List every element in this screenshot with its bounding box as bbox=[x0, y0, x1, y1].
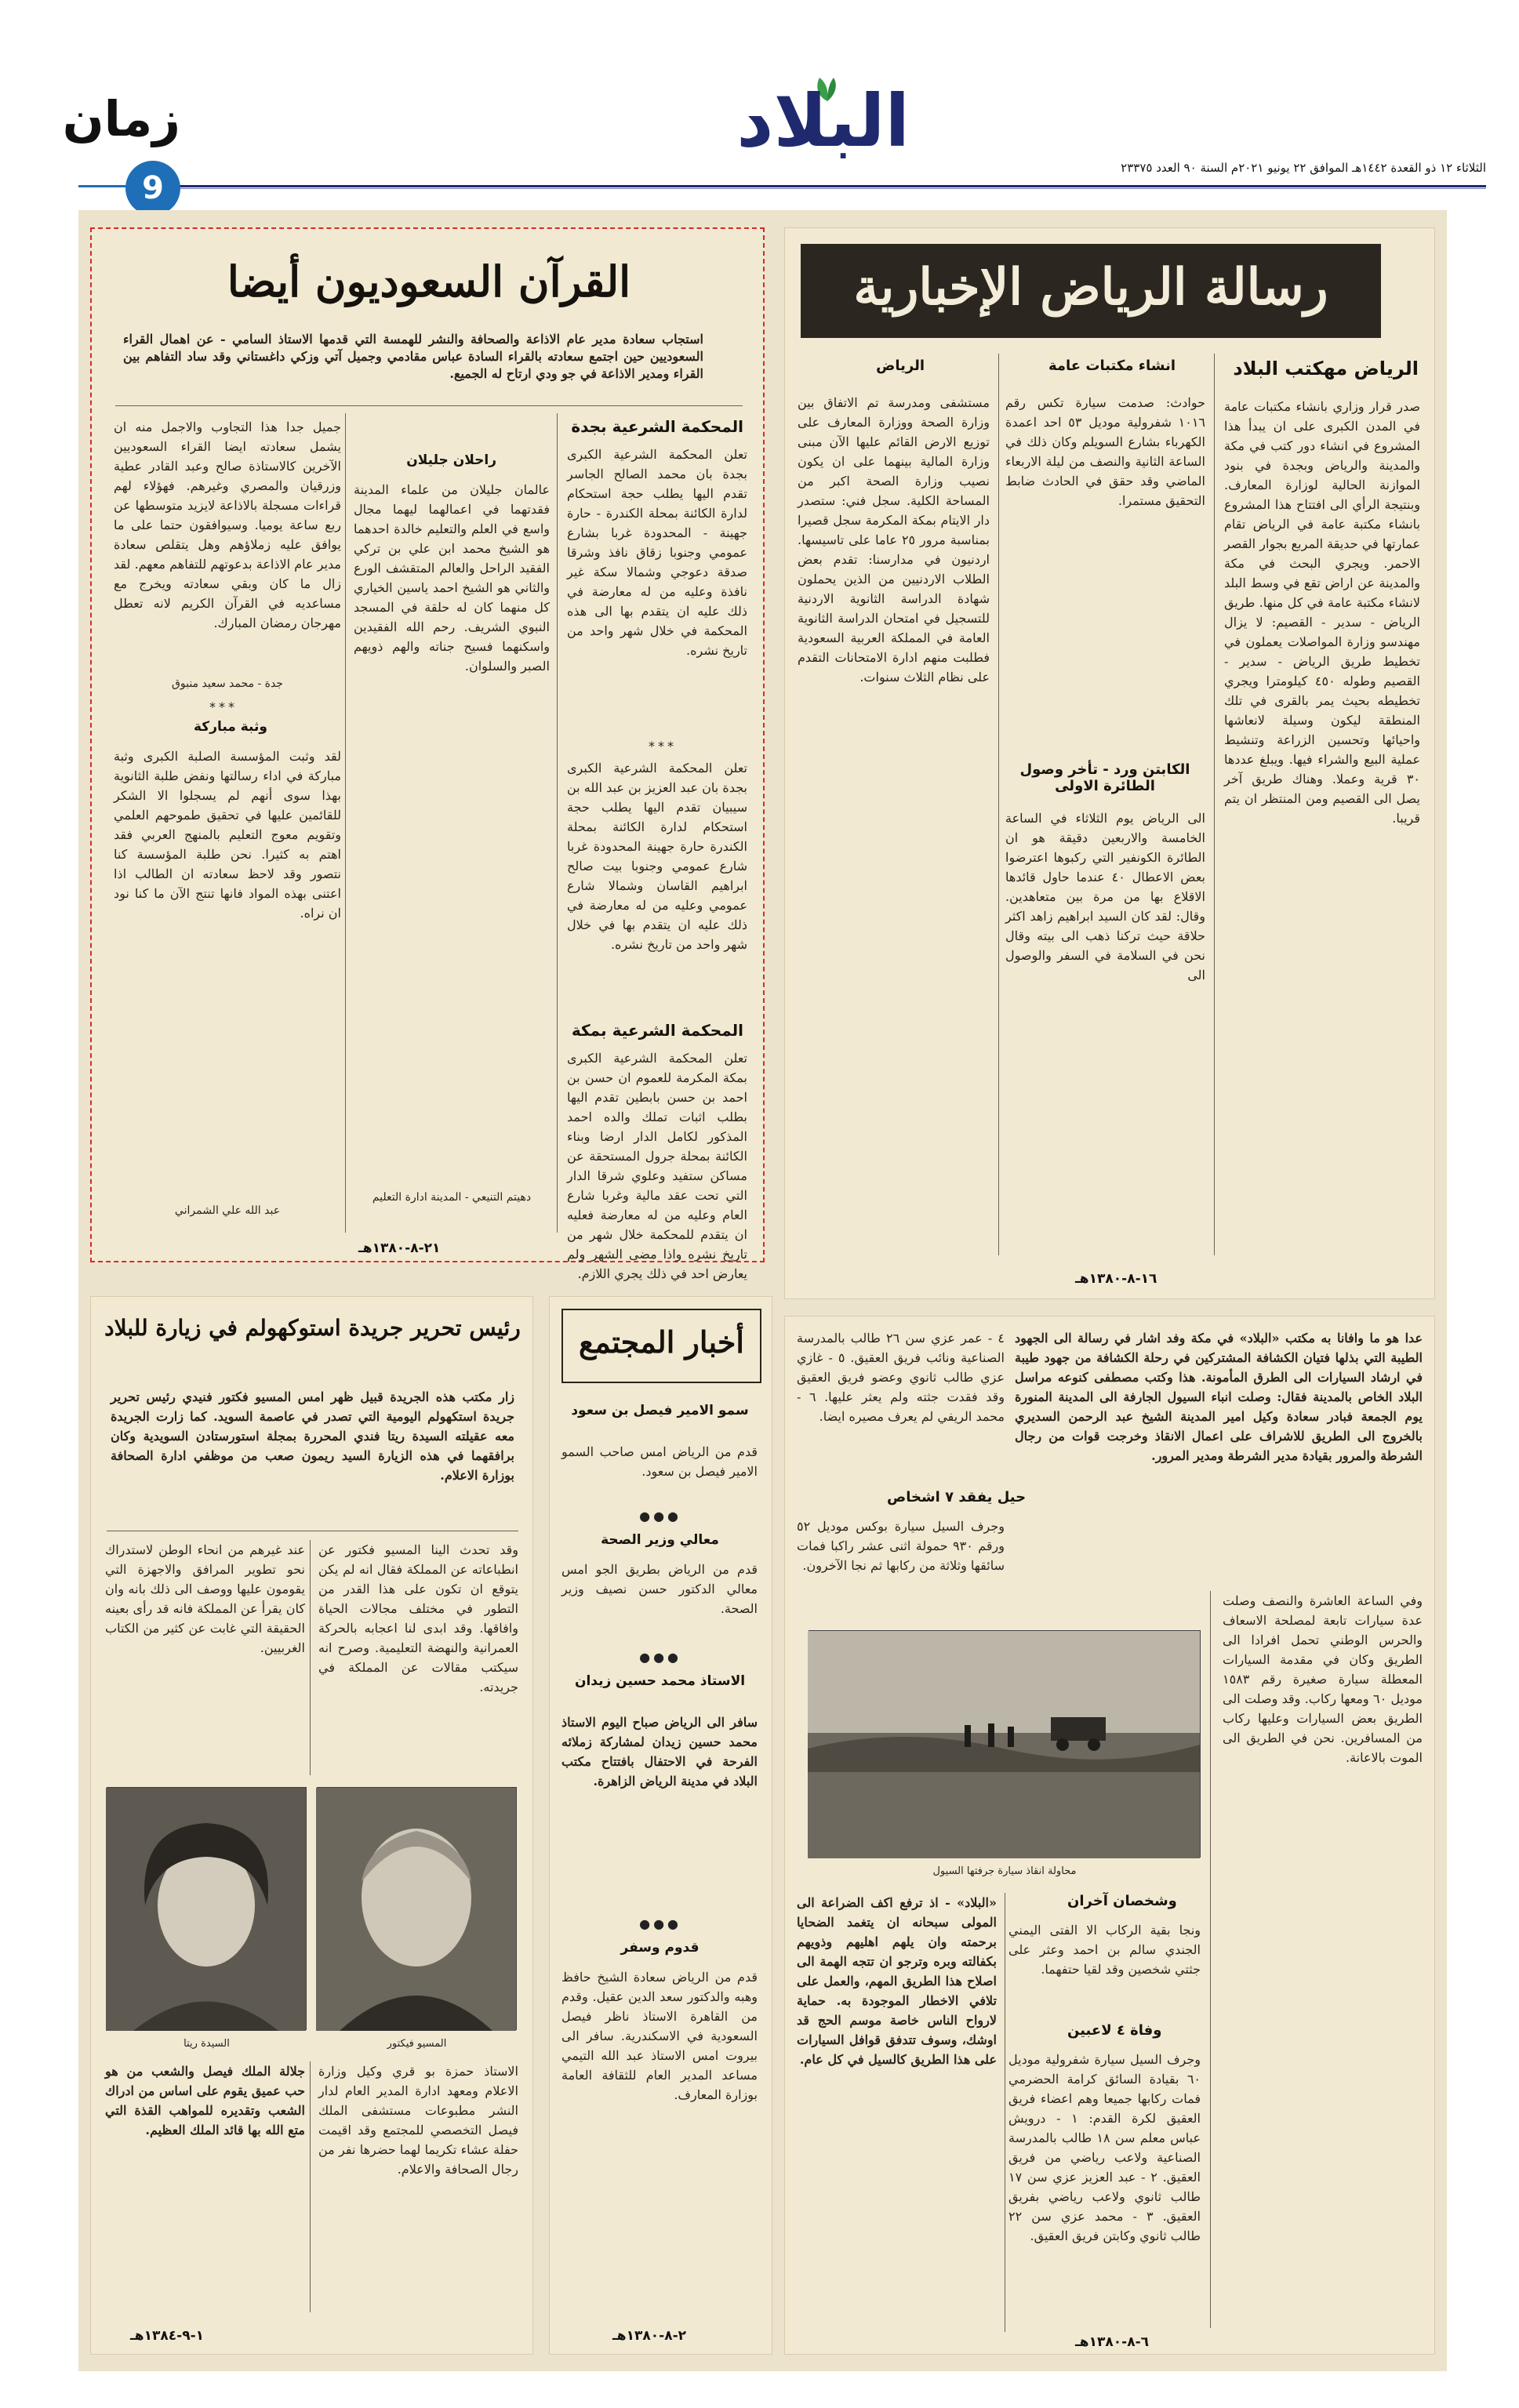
stockholm-bottom-right: الاستاذ حمزة بو قري وكيل وزارة الاعلام ومعهد ادارة المدير العام لدار النشر مطبوعات مستشفى الملك فيصل التخصصي للمجتمع وقد اقيمت حفلة عشاء تكريما لهما حضرها نفر من رجال الصحافة والاعلام. bbox=[318, 2064, 518, 2177]
riyadh-column-2b: الى الرياض يوم الثلاثاء في الساعة الخامسة والاربعين دقيقة هو ان الطائرة الكونفير التي ركبوها اعترضوا بعض الاعطال ٤٠ عندما حاول قائدها الاقلاع بها من مرة بين متعاهدين. وقال: لقد كان السيد ابراهيم زاهد اكثر حلاقة حيث تركنا ذهب الى بيته وقال نحن في السلامة في السفر والوصول الى bbox=[1005, 811, 1206, 982]
society-item-1: قدم من الرياض امس صاحب السمو الامير فيصل بن سعود. bbox=[561, 1444, 758, 1479]
blessed-leap-article: لقد وثبت المؤسسة الصلبة الكبرى وثبة مباركة في اداء رسالتها ونفض طلبة الثانوية بهذا سوى أنهم لم يسجلوا الا الشكر للقائمين عليها في تحقيق طموحهم العلمي وتقويم معوج التعليم بالمنهج العربي فقد اهتم به كثيرا. نحن طلبة المؤسسة كنا نتصور وقد لاحظ سعادته ان الطالب اذا اعتنى بهذه المواد فانها تنتج الآن ما كنا نود ان نراه. bbox=[114, 749, 341, 921]
riyadh-banner-title: رسالة الرياض الإخبارية bbox=[853, 258, 1328, 317]
stockholm-lead: زار مكتب هذه الجريدة قبيل ظهر امس المسيو فكتور فنيدي رئيس تحرير جريدة استكهولم اليومية التي تصدر في عاصمة السويد. كما زارت الجريدة معه عقيلته السيدة ريتا فندي المحررة بمجلة استورستادن السويدية وكان برافقهما في هذه الزيارة السيد ريمون صعب من موظفي ادارة الصحافة بوزارة الاعلام. bbox=[111, 1389, 514, 1483]
separator-stars: ●●● bbox=[639, 1916, 681, 1931]
riyadh-col3-heading: الرياض bbox=[876, 358, 925, 374]
riyadh-banner bbox=[801, 244, 1381, 338]
blessed-leap-signature: عبد الله علي الشمراني bbox=[174, 1204, 281, 1217]
society-item-4-heading: قدوم وسفر bbox=[620, 1940, 700, 1956]
floods-right-column: وفي الساعة العاشرة والنصف وصلت عدة سيارات تابعة لمصلحة الاسعاف والحرس الوطني تحمل افرادا الى الطريق وكان في مقدمة السيارات المعطلة سيارة صغيرة رقم ١٥٨٣ موديل ٦٠ ومعها ركاب. وقد وصلت الى الطريق بعض السيارات وعليها ركاب من المسافرين. نحن في الطريق الى الموت بالاعانة. bbox=[1223, 1593, 1423, 1765]
victims-list-top: ٤ - عمر عزي سن ٢٦ طالب بالمدرسة الصناعية ونائب فريق العقيق. ٥ - غازي عزي طالب ثانوي وعضو فريق العقيق وقد فقدت جثته ولم يعثر عليها. ٦ - محمد الريفي لم يعرف مصيره ايضا. bbox=[797, 1331, 1005, 1424]
society-item-3: سافر الى الرياض صباح اليوم الاستاذ محمد حسين زيدان لمشاركة زملائه الفرحة في الاحتفال بافتتاح مكتب البلاد في مدينة الرياض الزاهرة. bbox=[561, 1715, 758, 1789]
separator-stars: ●●● bbox=[639, 1509, 681, 1524]
stockholm-column-right: وقد تحدث الينا المسيو فكتور عن انطباعاته عن المملكة فقال انه لم يكن يتوقع ان تكون على هذا القدر من التطور في مختلف مجالات الحياة وافاقها. وقد ابدى لنا اعجابه بالحركة العمرانية والنهضة التعليمية. وصرح انه سيكتب مقالات عن المملكة في جريدته. bbox=[318, 1542, 518, 1694]
society-item-1-heading: سمو الامير فيصل بن سعود bbox=[571, 1403, 749, 1418]
rita-photo-caption: السيدة ريتا bbox=[184, 2038, 230, 2050]
society-date: ٢-٨-١٣٨٠هـ bbox=[612, 2328, 687, 2344]
riyadh-office-label: الرياض مهكتب البلاد bbox=[1233, 358, 1419, 380]
society-item-4: قدم من الرياض سعادة الشيخ حافظ وهبه والدكتور سعد الدين عقيل. وقدم من القاهرة الاستاذ ناظر فيصل السعودية في الاسكندرية. سافر الى بيروت امس الاستاذ عبد الله التيمي مساعد المدير العام للثقافة العامة بوزارة المعارف. bbox=[561, 1970, 758, 2102]
newspaper-scan bbox=[78, 210, 1447, 2371]
society-item-3-heading: الاستاذ محمد حسين زيدان bbox=[574, 1673, 746, 1689]
two-others-heading: وشخصان آخران bbox=[1067, 1893, 1177, 1909]
two-scholars-article: عالمان جليلان من علماء المدينة فقدتهما في اعمالهما ليهما مجال واسع في العلم والتعليم خالدة احدهما هو الشيخ محمد ابن علي بن تركي الفقيد الراحل والعالم المتقشف الورع والثاني هو الشيخ احمد ياسين الخياري كل منهما كان له حلقة في المسجد النبوي الشريف. رحم الله الفقيدين واسكنهما فسيح جناته والهم ذويهم الصبر والسلوان. bbox=[354, 482, 550, 674]
riyadh-column-1: صدر قرار وزاري بانشاء مكتبات عامة في المدن الكبرى على ان يبدأ هذا المشروع في انشاء دور كتب في مكة والمدينة والرياض وبجدة في بنود الموازنة الحالية لوزارة المعارف. وبنتيجة الرأي الى افتتاح هذا المشروع بانشاء مكتبة عامة في الرياض تقام عمارتها في حديقة المربع بجوار القصر الاحمر. ويجري البحث في مكة والمدينة عن اراض تقع في وسط البلد لانشاء مكتبة عامة في كل منها. طريق الرياض - سدير - القصيم: لا يزال مهندسو وزارة المواصلات يعملون في تخطيط طريق الرياض - سدير - القصيم وطوله ٤٥٠ كيلومترا ويجري تخطيطه بحيث يمر بالقرى في تلك المنطقة ليكون وسيلة لانعاشها واحيائها وتحسين الزراعة وتنشيط عملية البيع والشراء فيها. ويبلغ عددها ٣٠ قرية وعملا. وهناك طريق آخر يصل الى القصيم ومن المنتظر ان يتم قريبا. bbox=[1224, 399, 1420, 826]
stockholm-column-left: عند غيرهم من انحاء الوطن لاستدراك نحو تطوير المرافق والاجهزة التي يقومون عليها ووصف الى ذلك بانه وان كان يقرأ عن المملكة فانه قد رأى بعينه الحقيقة التي غابت عن كثير من الكتاب الغربيين. bbox=[105, 1542, 305, 1655]
column-divider bbox=[345, 413, 346, 1233]
newspaper-logo bbox=[737, 74, 910, 169]
quran-readers-clipping bbox=[90, 227, 765, 1281]
floods-date: ٦-٨-١٣٨٠هـ bbox=[1075, 2334, 1150, 2350]
quran-headline: القرآن السعوديون أيضا bbox=[227, 256, 631, 307]
column-divider bbox=[310, 2061, 311, 2312]
victor-photo bbox=[317, 1787, 517, 2030]
dateline-box bbox=[1069, 161, 1486, 184]
two-scholars-signature: دهيتم التنيعي - المدينة ادارة التعليم bbox=[372, 1191, 532, 1204]
quran-date: ٢١-٨-١٣٨٠هـ bbox=[358, 1240, 441, 1256]
masthead-rule-thin bbox=[149, 188, 1486, 189]
newspaper-appeal: «البلاد» - اذ ترفع اكف الضراعة الى المولى سبحانه ان يتغمد الضحايا برحمته وان يلهم اهليهم وذويهم بكفالته وبره وترجو ان تتجه الهمة الى اصلاح هذا الطريق المهم، والعمل على تلافي الاخطار الموجودة به. حماية لارواح الناس خاصة موسم الحج قد اوشك، وسوف تتدفق قوافل السيارات على هذا الطريق كالسيل في كل عام. bbox=[797, 1895, 997, 2067]
column-divider bbox=[1210, 1591, 1211, 2328]
seven-missing-heading: حيل يفقد ٧ اشخاص bbox=[887, 1489, 1027, 1505]
seven-missing-body: وجرف السيل سيارة بوكس موديل ٥٢ ورقم ٩٣٠ حمولة اثنى عشر راكبا فمات سائقها وثلاثة من ركابها ثم نجا الآخرون. bbox=[797, 1519, 1005, 1573]
quran-readers-signature: جدة - محمد سعيد منبوق bbox=[172, 677, 283, 690]
two-others-body: ونجا بقية الركاب الا الفتى اليمني الجندي سالم بن احمد وعثر على جثتي شخصين وقد لقيا حتفهما. bbox=[1008, 1923, 1201, 1977]
separator-stars: ●●● bbox=[639, 1650, 681, 1665]
column-divider bbox=[310, 1540, 311, 1775]
dateline: الثلاثاء ١٢ ذو القعدة ١٤٤٢هـ الموافق ٢٢ يونيو ٢٠٢١م السنة ٩٠ العدد ٢٣٣٧٥ bbox=[1121, 161, 1486, 175]
masthead-rule bbox=[149, 185, 1486, 187]
rita-photo bbox=[107, 1787, 307, 2030]
four-players-heading: وفاة ٤ لاعبين bbox=[1067, 2022, 1162, 2039]
column-divider bbox=[1214, 354, 1215, 1255]
flood-photo-caption: محاولة انقاذ سيارة جرفتها السيول bbox=[932, 1865, 1077, 1877]
plane-delay-heading: الكابتن ورد - تأخر وصول الطائرة الاولى bbox=[1019, 761, 1190, 794]
libraries-heading: انشاء مكتبات عامة bbox=[1048, 358, 1176, 374]
society-news-clipping bbox=[549, 1296, 772, 2355]
stockholm-bottom-left: جلالة الملك فيصل والشعب من هو حب عميق يقوم على اساس من ادراك الشعب وتقديره للمواهب القذة التي متع الله بها قائد الملك العظيم. bbox=[105, 2064, 305, 2137]
jeddah-court-notice-2: تعلن المحكمة الشرعية الكبرى بجدة بان عبد العزيز بن عبد الله بن سيبيان تقدم اليها يطلب حجة استحكام لدارة الكائنة بمحلة الكندرة حارة جهينة المحدودة غربا شارع عمومي وجنوبا بيت صالح ابراهيم القاسان وشمالا شارع عمومي وعليه من له معارضة في ذلك عليه ان يتقدم بها في خلال شهر واحد من تاريخ نشره. bbox=[567, 761, 747, 952]
separator-stars: *** bbox=[649, 739, 677, 754]
floods-clipping bbox=[784, 1316, 1435, 2355]
victor-photo-caption: المسيو فيكتور bbox=[387, 2038, 447, 2050]
stockholm-headline: رئيس تحرير جريدة استوكهولم في زيارة للبلاد bbox=[104, 1315, 521, 1341]
flood-rescue-photo bbox=[809, 1630, 1201, 1858]
riyadh-column-2: حوادث: صدمت سيارة تكس رقم ١٠١٦ شفرولية موديل ٥٣ احد اعمدة الكهرباء بشارع السويلم وكان ذلك في الساعة الثانية والنصف من ليلة الاربعاء الماضي وقد حقق في الحادث ضابط التحقيق مستمرا. bbox=[1005, 395, 1205, 508]
separator-stars: *** bbox=[209, 699, 238, 714]
society-banner-title: أخبار المجتمع bbox=[579, 1324, 744, 1360]
column-divider bbox=[557, 413, 558, 1233]
society-item-2: قدم من الرياض بطريق الجو امس معالي الدكتور حسن نصيف وزير الصحة. bbox=[561, 1562, 758, 1616]
society-banner bbox=[561, 1309, 761, 1383]
photo-scene bbox=[808, 1631, 1200, 1858]
riyadh-date: ١٦-٨-١٣٨٠هـ bbox=[1075, 1271, 1157, 1287]
stockholm-date: ١-٩-١٣٨٤هـ bbox=[130, 2328, 205, 2344]
four-players-body: وجرف السيل سيارة شفرولية موديل ٦٠ بقيادة السائق كرامة الحضرمي فمات ركابها جميعا وهم اعضاء فريق العقيق لكرة القدم: ١ - درويش عباس معلم سن ١٨ طالب بالمدرسة الصناعية ولاعب رياضي من فريق العقيق. ٢ - عبد العزيز عزي سن ١٧ طالب ثانوي ولاعب رياضي بفريق العقيق. ٣ - محمد عزي سن ٢٢ طالب ثانوي وكابتن فريق العقيق. bbox=[1008, 2052, 1201, 2243]
quran-intro: استجاب سعادة مدير عام الاذاعة والصحافة والنشر للهمسة التي قدمها الاستاذ السامي - عن اهمال القراء السعوديين حين اجتمع سعادته بالقراء السادة عباس مقادمي وجميل آتي وزكي داغستاني وقد ساد التفاهم بين القراء ومدير الاذاعة في جو ودي ارتاح له الجميع. bbox=[123, 332, 703, 381]
scouts-lead: عدا هو ما وافانا به مكتب «البلاد» في مكة وفد اشار في رسالة الى الجهود الطيبة التي بذلها فتيان الكشافة المشتركين في رحلة الكشافة من جهود طيبة في ارشاد السيارات الى الطرق المأمونة. هذا وكتب مصطفى كنوعه مراسل البلاد الخاص بالمدينة فقال: وصلت انباء السيول الجارفة الى المدينة المنورة يوم الجمعة فبادر سعادة وكيل امير المدينة الشيخ عبد الرحمن السديري بالخروج الى الطريق للاشراف على اعمال الانقاذ وخرجت قوات من رجال الشرطة والمرور بقيادة مدير الشرطة ومدير المرور. bbox=[1015, 1331, 1423, 1463]
makkah-court-heading: المحكمة الشرعية بمكة bbox=[571, 1021, 743, 1040]
portrait-woman bbox=[106, 1788, 306, 2031]
riyadh-column-3: مستشفى ومدرسة تم الاتفاق بين وزارة الصحة ووزارة المعارف على توزيع الارض القائم عليها الآن مبنى وزارة المالية بينهما على ان يكون نصيب وزارة الصحة اكبر من المساحة الكلية. سجل فني: ستصدر دار الايتام بمكة المكرمة سجل قصيرا بمناسبة مرور ٢٥ عاما على تاسيسها. اردنيون في مدارسنا: تقدم بعض الطلاب الاردنيين من الذين يحملون شهادة الدراسة الثانوية الاردنية للتسجيل في امتحان الدراسة الثانوية العامة في المملكة العربية السعودية فطلبت منهم ادارة الامتحانات التقدم على نظام الثلاث سنوات. bbox=[798, 395, 990, 685]
riyadh-news-clipping bbox=[784, 227, 1435, 1299]
column-divider bbox=[998, 354, 999, 1255]
stockholm-editor-clipping bbox=[90, 1296, 533, 2355]
portrait-man bbox=[316, 1788, 516, 2031]
quran-readers-body: جميل جدا هذا التجاوب والاجمل منه ان يشمل سعادته ايضا القراء السعوديين الآخرين كالاستاذة صالح وعبد القادر عطية وزرقيان والمصري وغيرهم. فهؤلاء لهم قراءات مسجلة بالاذاعة لايزيد متوسطها عن ربع ساعة يوميا. وسيوافقون حتما على ما يوافق عليه زملاؤهم وهل يتقلص سعادة مدير عام الاذاعة بدعوتهم للتفاهم معهم. لقد زال ما كان وبقي سعادته ويخرج مع مساعديه في القرآن الكريم لانه تعطل مهرجان رمضان المبارك. bbox=[114, 419, 341, 630]
makkah-court-notice: تعلن المحكمة الشرعية الكبرى بمكة المكرمة للعموم ان حسن بن احمد بن حسن بابطين تقدم اليها بطلب اثبات تملك والده احمد المذكور لكامل الدار ارضا وبناء الكائنة بمحلة جرول المستحقة عن مساكن ستفيد وعلوي شرقا الدار التي تحت عقد مالية وغربا شارع العام وعليه من له معارضة فعليه ان يتقدم للمحكمة خلال شهر من تاريخ نشره واذا مضى الشهر ولم يعارض احد في ذلك يجري اللازم. bbox=[567, 1051, 747, 1281]
blessed-leap-heading: وثبة مباركة bbox=[194, 719, 267, 735]
jeddah-court-heading: المحكمة الشرعية بجدة bbox=[571, 417, 743, 436]
jeddah-court-notice-1: تعلن المحكمة الشرعية الكبرى بجدة بان محمد الصالح الجاسر تقدم اليها يطلب حجة استحكام لدارة الكائنة بمحلة الكندرة - حارة جهينة - المحدودة غربا بشارع عمومي وجنوبا زقاق نافذ وشرقا صدقة دعوجي وشمالا سكة غير نافذة وعليه من له معارضة في ذلك عليه ان يتقدم بها الى هذه المحكمة في خلال شهر واحد من تاريخ نشره. bbox=[567, 447, 747, 658]
section-title: زمان bbox=[62, 90, 180, 147]
logo-wordmark: البلاد bbox=[736, 79, 910, 163]
two-scholars-heading: راحلان جليلان bbox=[406, 452, 496, 468]
section-divider bbox=[115, 405, 743, 406]
society-item-2-heading: معالي وزير الصحة bbox=[601, 1532, 719, 1548]
page-number-badge: 9 bbox=[125, 161, 180, 216]
